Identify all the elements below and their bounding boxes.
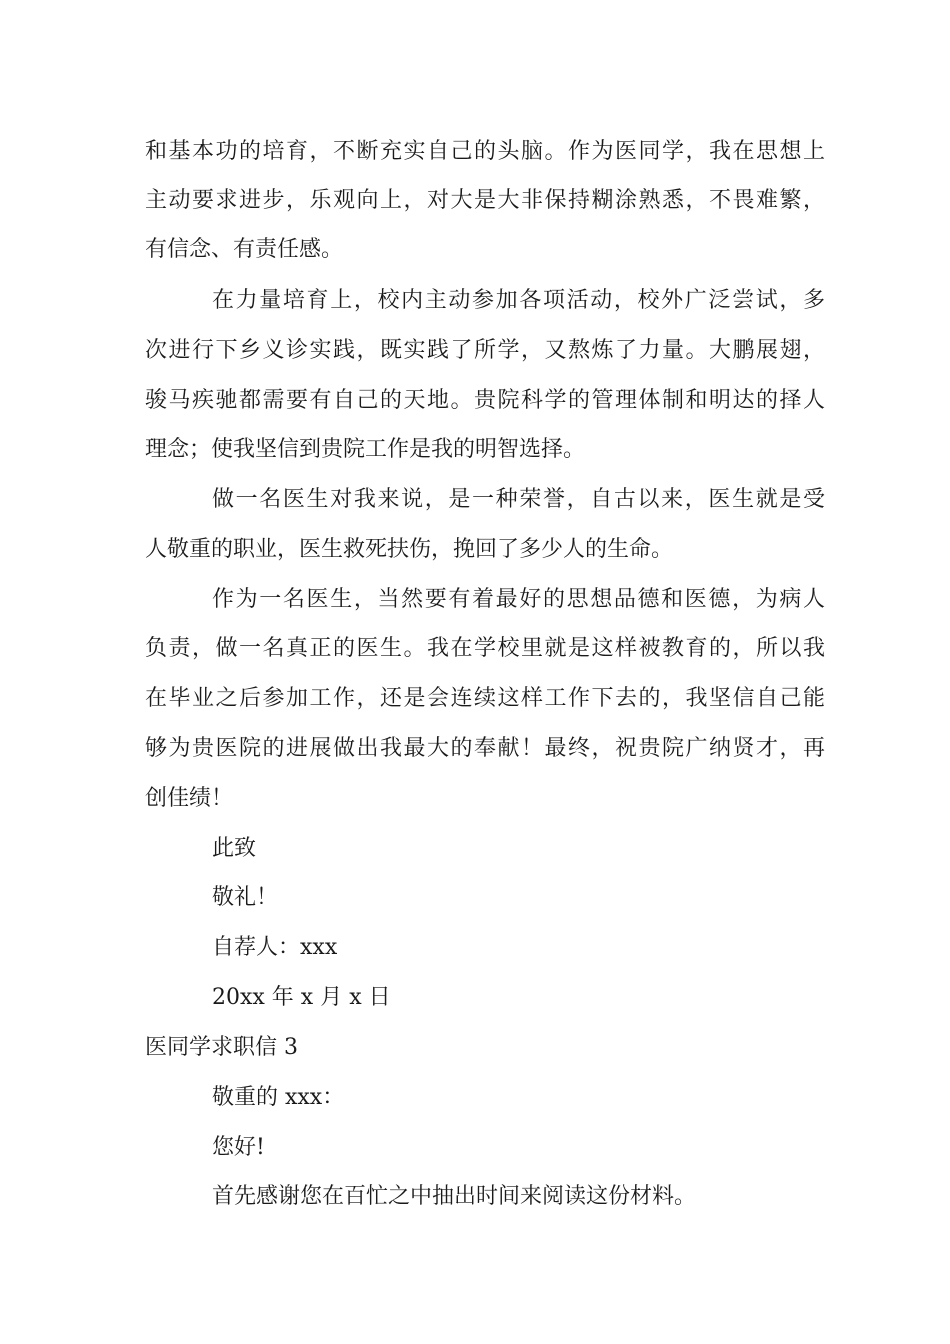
closing-line: 敬礼！: [212, 885, 279, 910]
section-title: 医同学求职信 3: [145, 1035, 298, 1060]
paragraph-line: 在力量培育上，校内主动参加各项活动，校外广泛尝试，多: [212, 288, 825, 313]
paragraph-line: 次进行下乡义诊实践，既实践了所学，又熬炼了力量。大鹏展翅，: [145, 338, 825, 363]
paragraph-line: 作为一名医生，当然要有着最好的思想品德和医德，为病人: [212, 587, 825, 612]
paragraph-line: 创佳绩！: [145, 786, 234, 811]
signature: 自荐人：xxx: [212, 935, 338, 960]
paragraph-line: 负责，做一名真正的医生。我在学校里就是这样被教育的，所以我: [145, 636, 825, 661]
salutation: 敬重的 xxx：: [212, 1085, 345, 1110]
opening-line: 首先感谢您在百忙之中抽出时间来阅读这份材料。: [212, 1184, 697, 1209]
greeting: 您好!: [212, 1135, 265, 1160]
paragraph-line: 和基本功的培育，不断充实自己的头脑。作为医同学，我在思想上: [145, 139, 825, 164]
paragraph-line: 够为贵医院的进展做出我最大的奉献！最终，祝贵院广纳贤才，再: [145, 736, 825, 761]
paragraph-line: 人敬重的职业，医生救死扶伤，挽回了多少人的生命。: [145, 537, 674, 562]
paragraph-line: 有信念、有责任感。: [145, 237, 344, 262]
paragraph-line: 在毕业之后参加工作，还是会连续这样工作下去的，我坚信自己能: [145, 686, 825, 711]
paragraph-line: 理念；使我坚信到贵院工作是我的明智选择。: [145, 437, 586, 462]
date: 20xx 年 x 月 x 日: [212, 985, 391, 1010]
paragraph-line: 主动要求进步，乐观向上，对大是大非保持糊涂熟悉，不畏难繁，: [145, 188, 825, 213]
paragraph-line: 做一名医生对我来说，是一种荣誉，自古以来，医生就是受: [212, 487, 825, 512]
closing-line: 此致: [212, 836, 257, 861]
paragraph-line: 骏马疾驰都需要有自己的天地。贵院科学的管理体制和明达的择人: [145, 388, 825, 413]
